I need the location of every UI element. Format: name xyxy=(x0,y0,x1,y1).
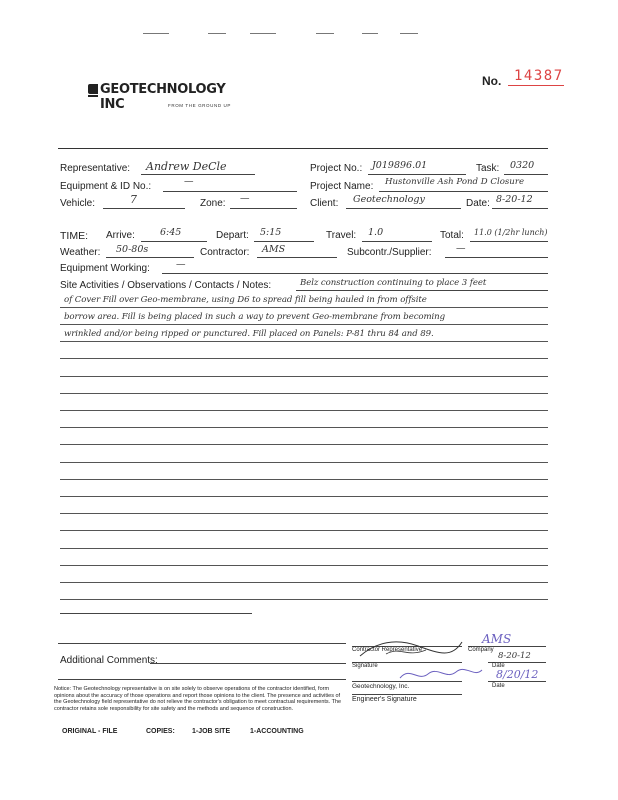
zone-value: — xyxy=(240,193,250,204)
project-no-label: Project No.: xyxy=(310,163,363,174)
zone-line xyxy=(230,208,297,209)
geotech-label: Geotechnology, Inc. xyxy=(352,683,410,690)
subcontr-label: Subcontr./Supplier: xyxy=(347,247,432,258)
equipment-working-value: — xyxy=(176,259,186,270)
logo-mark-icon xyxy=(88,84,98,94)
geotech-line xyxy=(352,681,462,682)
representative-label: Representative: xyxy=(60,163,131,174)
notes-rule xyxy=(60,462,548,463)
travel-line xyxy=(362,241,432,242)
project-no-line xyxy=(368,174,466,175)
signature-label: Signature xyxy=(352,663,378,669)
weather-value: 50-80s xyxy=(116,244,149,255)
notes-rule xyxy=(60,599,548,600)
form-number-value: 14387 xyxy=(514,68,564,84)
equipment-label: Equipment & ID No.: xyxy=(60,181,152,192)
notes-line-4: wrinkled and/or being ripped or punctured. Fill placed on Panels: P-81 thru 84 and 89. xyxy=(64,329,434,339)
project-name-label: Project Name: xyxy=(310,181,374,192)
top-mark xyxy=(362,33,378,34)
equipment-working-line xyxy=(162,273,548,274)
subcontr-value: — xyxy=(456,243,466,254)
client-value: Geotechnology xyxy=(353,194,425,205)
total-value: 11.0 (1/2hr lunch) xyxy=(474,228,548,237)
notes-rule xyxy=(60,393,548,394)
equipment-value: — xyxy=(184,176,194,187)
date-label-2: Date xyxy=(492,683,505,689)
contractor-line xyxy=(257,257,337,258)
notes-line-2: of Cover Fill over Geo-membrane, using D6 to spread fill being hauled in from offsite xyxy=(64,295,427,305)
equipment-line xyxy=(163,191,297,192)
depart-label: Depart: xyxy=(216,230,249,241)
notes-label: Site Activities / Observations / Contacts / Notes: xyxy=(60,280,272,291)
original-file-label: ORIGINAL - FILE xyxy=(62,728,118,735)
project-no-value: J019896.01 xyxy=(372,160,428,171)
date-line-2 xyxy=(488,681,546,682)
header-rule xyxy=(58,148,548,149)
company-value: AMS xyxy=(482,632,512,646)
travel-label: Travel: xyxy=(326,230,357,241)
contractor-signature-icon xyxy=(356,636,466,662)
company-label: Company xyxy=(468,647,494,653)
top-mark xyxy=(400,33,418,34)
project-name-line xyxy=(379,191,548,192)
depart-value: 5:15 xyxy=(260,227,282,238)
engineer-line xyxy=(352,694,462,695)
project-name-value: Hustonville Ash Pond D Closure xyxy=(385,177,525,187)
notes-rule xyxy=(60,444,548,445)
notes-rule xyxy=(60,427,548,428)
logo-bar-icon xyxy=(88,95,98,97)
comments-rule-bottom xyxy=(58,679,346,680)
notes-rule-short xyxy=(60,613,252,614)
contractor-label: Contractor: xyxy=(200,247,250,258)
vehicle-line xyxy=(103,208,185,209)
depart-line xyxy=(254,241,314,242)
equipment-working-label: Equipment Working: xyxy=(60,263,150,274)
zone-label: Zone: xyxy=(200,198,226,209)
additional-comments-line xyxy=(150,663,346,664)
total-label: Total: xyxy=(440,230,464,241)
notes-rule xyxy=(60,565,548,566)
vehicle-value: 7 xyxy=(130,193,137,206)
notes-rule xyxy=(60,479,548,480)
weather-line xyxy=(106,257,194,258)
notes-rule-0 xyxy=(296,290,548,291)
notes-rule xyxy=(60,548,548,549)
notes-rule xyxy=(60,410,548,411)
notes-line-3: borrow area. Fill is being placed in such a way to prevent Geo-membrane from becoming xyxy=(64,312,446,322)
logo-tagline: FROM THE GROUND UP xyxy=(168,103,231,108)
date-label-1: Date xyxy=(492,663,505,669)
comments-rule-top xyxy=(58,643,346,644)
additional-comments-label: Additional Comments: xyxy=(60,655,158,666)
weather-label: Weather: xyxy=(60,247,101,258)
copy-accounting: 1-ACCOUNTING xyxy=(250,728,304,735)
notes-rule xyxy=(60,324,548,325)
total-line xyxy=(470,241,548,242)
date-value: 8-20-12 xyxy=(496,194,533,205)
notes-rule xyxy=(60,496,548,497)
task-line xyxy=(504,174,548,175)
date-value-1: 8-20-12 xyxy=(498,651,531,661)
vehicle-label: Vehicle: xyxy=(60,198,96,209)
arrive-line xyxy=(141,241,207,242)
engineer-signature-label: Engineer's Signature xyxy=(352,696,417,703)
date-label: Date: xyxy=(466,198,490,209)
date-value-2: 8/20/12 xyxy=(496,668,539,681)
engineer-signature-icon xyxy=(396,664,486,686)
date-line xyxy=(492,208,548,209)
notes-line-1: Belz construction continuing to place 3 feet xyxy=(300,278,487,288)
notes-rule xyxy=(60,358,548,359)
representative-value: Andrew DeCle xyxy=(146,160,227,173)
form-number-underline xyxy=(508,85,564,86)
notice-text: Notice: The Geotechnology representative is on site solely to observe operations of the contractor identified, form opinions about the accuracy of those operations and report those opinions to the client. The presence and activities of the Geotechnology field representative do not relieve the contractor's obligation to meet contractual requirements. The contractor retains sole responsibility for site safety and the methods and sequence of construction. xyxy=(54,686,342,712)
client-line xyxy=(346,208,461,209)
notes-rule xyxy=(60,513,548,514)
subcontr-line xyxy=(445,257,548,258)
notes-rule xyxy=(60,307,548,308)
copy-job-site: 1-JOB SITE xyxy=(192,728,231,735)
travel-value: 1.0 xyxy=(368,227,384,238)
client-label: Client: xyxy=(310,198,339,209)
contractor-value: AMS xyxy=(262,244,286,255)
arrive-label: Arrive: xyxy=(106,230,135,241)
copies-label: COPIES: xyxy=(146,728,175,735)
contractor-rep-label: Contractor Representative xyxy=(352,647,423,653)
form-number-label: No. xyxy=(482,74,502,88)
top-mark xyxy=(208,33,226,34)
top-mark xyxy=(250,33,276,34)
representative-line xyxy=(141,174,255,175)
top-mark xyxy=(316,33,334,34)
notes-rule xyxy=(60,582,548,583)
time-label: TIME: xyxy=(60,230,88,242)
arrive-value: 6:45 xyxy=(160,227,182,238)
logo-text: GEOTECHNOLOGY INC xyxy=(100,82,226,112)
task-label: Task: xyxy=(476,163,500,174)
top-mark xyxy=(143,33,169,34)
notes-rule xyxy=(60,376,548,377)
notes-rule xyxy=(60,341,548,342)
task-value: 0320 xyxy=(510,160,535,171)
notes-rule xyxy=(60,530,548,531)
